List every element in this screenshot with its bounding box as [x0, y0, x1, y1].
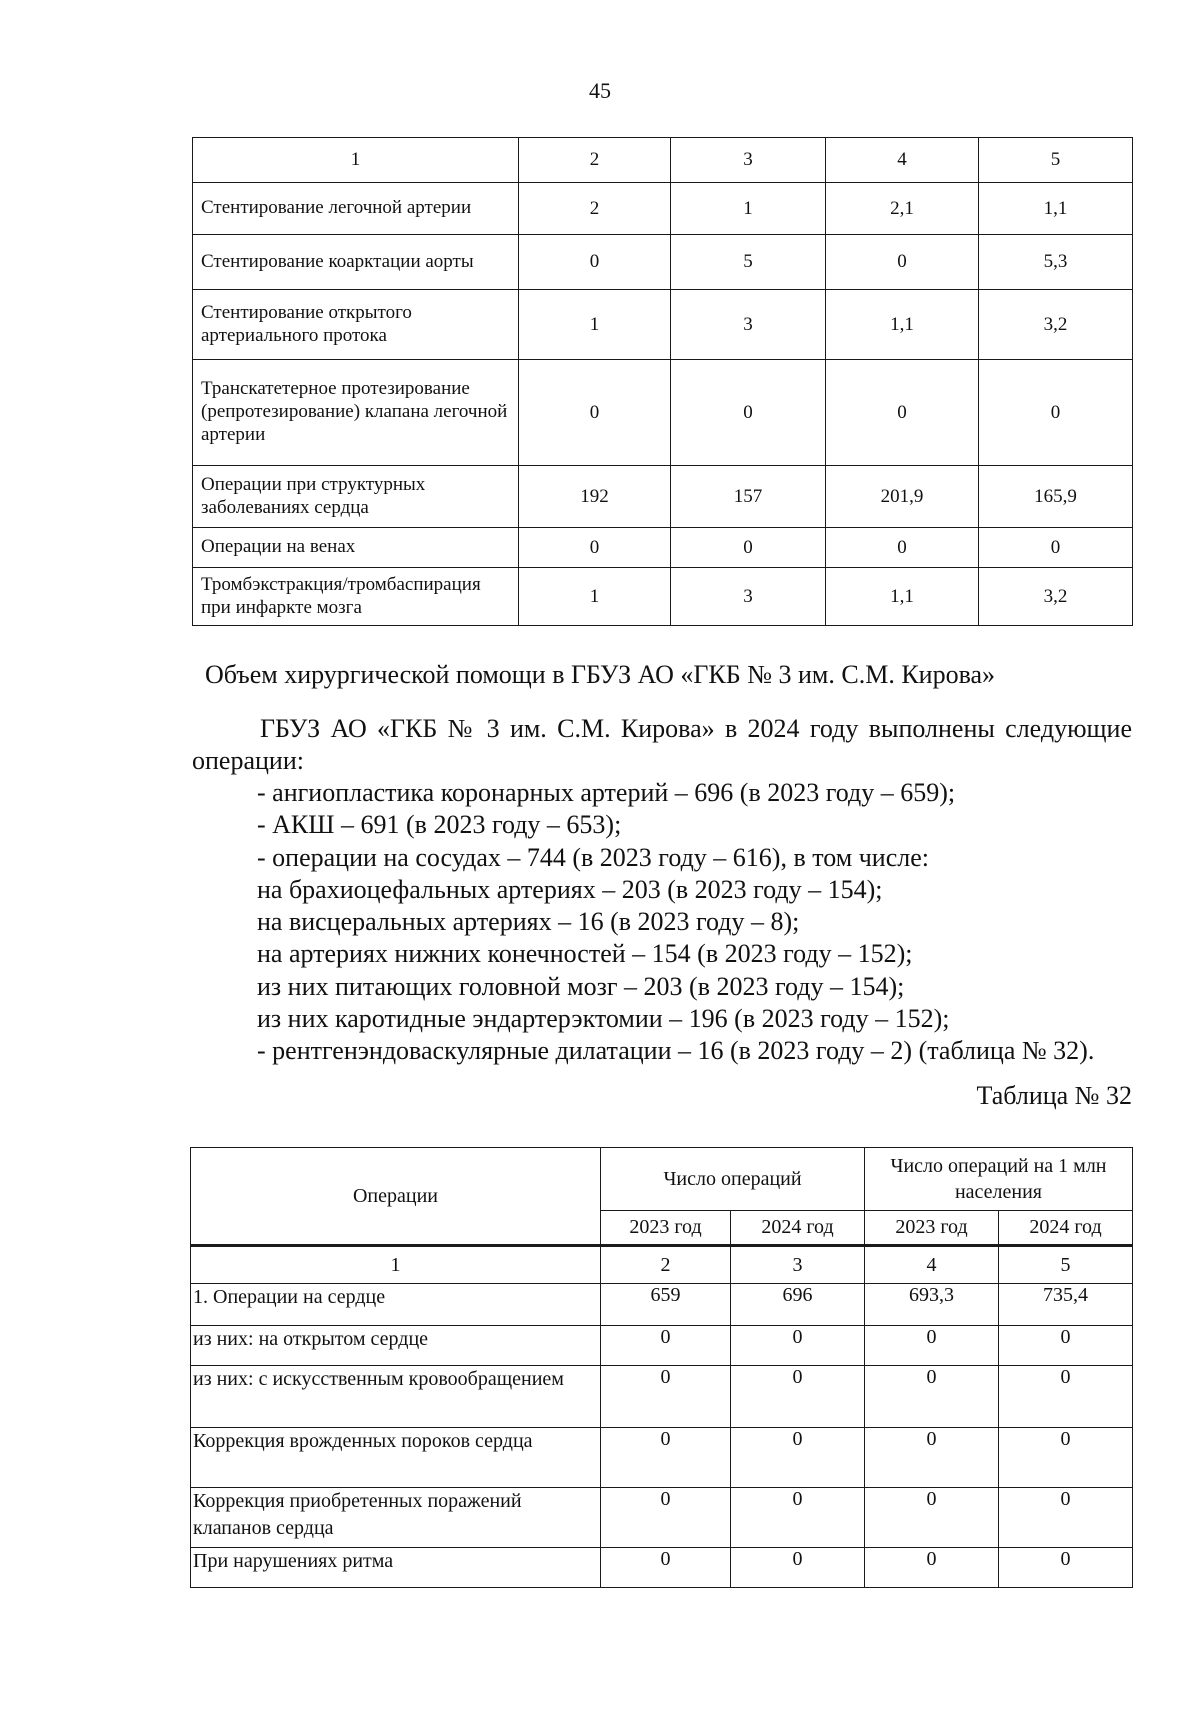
table-row [191, 1488, 1133, 1548]
row-label: Тромбэкстракция/тромбаспирация при инфаркте мозга [193, 568, 519, 626]
table-number-row [191, 1246, 1133, 1284]
list-item: на висцеральных артериях – 16 (в 2023 году – 8); [257, 907, 800, 937]
cell: 5 [671, 235, 826, 290]
cell: 0 [826, 528, 979, 568]
header-year: 2023 год [601, 1211, 731, 1246]
cell: 165,9 [979, 466, 1133, 528]
cell: 659 [601, 1284, 731, 1326]
table-row [193, 528, 1133, 568]
list-item: из них каротидные эндартерэктомии – 196 (в 2023 году – 152); [257, 1004, 950, 1034]
list-item: - АКШ – 691 (в 2023 году – 653); [257, 810, 622, 840]
table-row [193, 466, 1133, 528]
header-year: 2024 год [999, 1211, 1133, 1246]
row-label: из них: на открытом сердце [191, 1326, 601, 1366]
row-label: Операции при структурных заболеваниях сердца [193, 466, 519, 528]
table-caption: Таблица № 32 [976, 1081, 1132, 1110]
cell: 0 [731, 1488, 865, 1548]
cell: 0 [671, 360, 826, 466]
cell: 0 [826, 360, 979, 466]
cell: 201,9 [826, 466, 979, 528]
cell: 0 [826, 235, 979, 290]
list-item: - ангиопластика коронарных артерий – 696 (в 2023 году – 659); [257, 778, 956, 807]
cell: 0 [519, 360, 671, 466]
cell: 0 [865, 1488, 999, 1548]
table-row [191, 1326, 1133, 1366]
cell: 3,2 [979, 568, 1133, 626]
cell: 2,1 [826, 183, 979, 235]
cell: 2 [519, 183, 671, 235]
cell: 1 [519, 290, 671, 360]
header-per-million: Число операций на 1 млн населения [865, 1148, 1133, 1211]
cell: 5,3 [979, 235, 1133, 290]
row-label: Коррекция приобретенных поражений клапанов сердца [191, 1488, 601, 1548]
cell: 0 [865, 1366, 999, 1428]
row-label: 1. Операции на сердце [191, 1284, 601, 1326]
cell: 1,1 [826, 568, 979, 626]
cell: 3 [671, 568, 826, 626]
table-row [193, 568, 1133, 626]
cell: 0 [999, 1326, 1133, 1366]
cell: 3 [671, 290, 826, 360]
cell: 0 [865, 1428, 999, 1488]
table-row [191, 1284, 1133, 1326]
column-number: 4 [865, 1246, 999, 1284]
table-header-row [193, 138, 1133, 183]
cell: 192 [519, 466, 671, 528]
column-number: 1 [191, 1246, 601, 1284]
cell: 157 [671, 466, 826, 528]
cell: 1,1 [979, 183, 1133, 235]
column-number: 5 [999, 1246, 1133, 1284]
cell: 0 [519, 235, 671, 290]
list-item: из них питающих головной мозг – 203 (в 2023 году – 154); [257, 971, 905, 1001]
table-row [193, 360, 1133, 466]
header-cell: 5 [979, 138, 1133, 183]
cell: 0 [865, 1548, 999, 1588]
cell: 1 [671, 183, 826, 235]
table-row [193, 290, 1133, 360]
row-label: Транскатетерное протезирование (репротезирование) клапана легочной артерии [193, 360, 519, 466]
cell: 0 [601, 1326, 731, 1366]
row-label: Коррекция врожденных пороков сердца [191, 1428, 601, 1488]
cell: 1 [519, 568, 671, 626]
header-year: 2023 год [865, 1211, 999, 1246]
header-cell: 4 [826, 138, 979, 183]
intro-paragraph: ГБУЗ АО «ГКБ № 3 им. С.М. Кирова» в 2024 году выполнены следующие операции: [192, 714, 1132, 775]
cell: 693,3 [865, 1284, 999, 1326]
column-number: 3 [731, 1246, 865, 1284]
list-item: - рентгенэндоваскулярные дилатации – 16 (в 2023 году – 2) (таблица № 32). [257, 1036, 1095, 1066]
header-cell: 3 [671, 138, 826, 183]
list-item: на брахиоцефальных артериях – 203 (в 2023 году – 154); [257, 874, 883, 904]
header-cell: 2 [519, 138, 671, 183]
row-label: из них: с искусственным кровообращением [191, 1366, 601, 1428]
table-row [193, 183, 1133, 235]
page-number: 45 [589, 78, 611, 103]
header-year: 2024 год [731, 1211, 865, 1246]
header-cell: 1 [193, 138, 519, 183]
cell: 0 [519, 528, 671, 568]
table-32 [190, 1147, 1133, 1588]
cell: 0 [865, 1326, 999, 1366]
row-label: Стентирование легочной артерии [193, 183, 519, 235]
cell: 0 [601, 1548, 731, 1588]
table-header-row [191, 1148, 1133, 1211]
table-row [191, 1548, 1133, 1588]
cell: 0 [601, 1428, 731, 1488]
cell: 696 [731, 1284, 865, 1326]
cell: 0 [999, 1366, 1133, 1428]
row-label: Стентирование открытого артериального протока [193, 290, 519, 360]
cell: 0 [979, 360, 1133, 466]
operations-list [257, 777, 1157, 1068]
cell: 0 [731, 1326, 865, 1366]
cell: 0 [999, 1428, 1133, 1488]
cell: 0 [731, 1366, 865, 1428]
row-label: При нарушениях ритма [191, 1548, 601, 1588]
list-item: - операции на сосудах – 744 (в 2023 году – 616), в том числе: [257, 842, 929, 872]
column-number: 2 [601, 1246, 731, 1284]
table-row [193, 235, 1133, 290]
table-row [191, 1428, 1133, 1488]
cell: 1,1 [826, 290, 979, 360]
row-label: Стентирование коарктации аорты [193, 235, 519, 290]
section-heading: Объем хирургической помощи в ГБУЗ АО «ГКБ № 3 им. С.М. Кирова» [204, 660, 996, 689]
cell: 0 [731, 1548, 865, 1588]
table-row [191, 1366, 1133, 1428]
cell: 0 [601, 1488, 731, 1548]
cell: 0 [979, 528, 1133, 568]
cell: 0 [999, 1548, 1133, 1588]
header-count: Число операций [601, 1148, 865, 1211]
cell: 0 [731, 1428, 865, 1488]
cell: 0 [999, 1488, 1133, 1548]
cell: 735,4 [999, 1284, 1133, 1326]
row-label: Операции на венах [193, 528, 519, 568]
cell: 3,2 [979, 290, 1133, 360]
table-continuation [192, 137, 1133, 626]
cell: 0 [601, 1366, 731, 1428]
cell: 0 [671, 528, 826, 568]
list-item: на артериях нижних конечностей – 154 (в 2023 году – 152); [257, 939, 913, 969]
header-operations: Операции [191, 1148, 601, 1246]
